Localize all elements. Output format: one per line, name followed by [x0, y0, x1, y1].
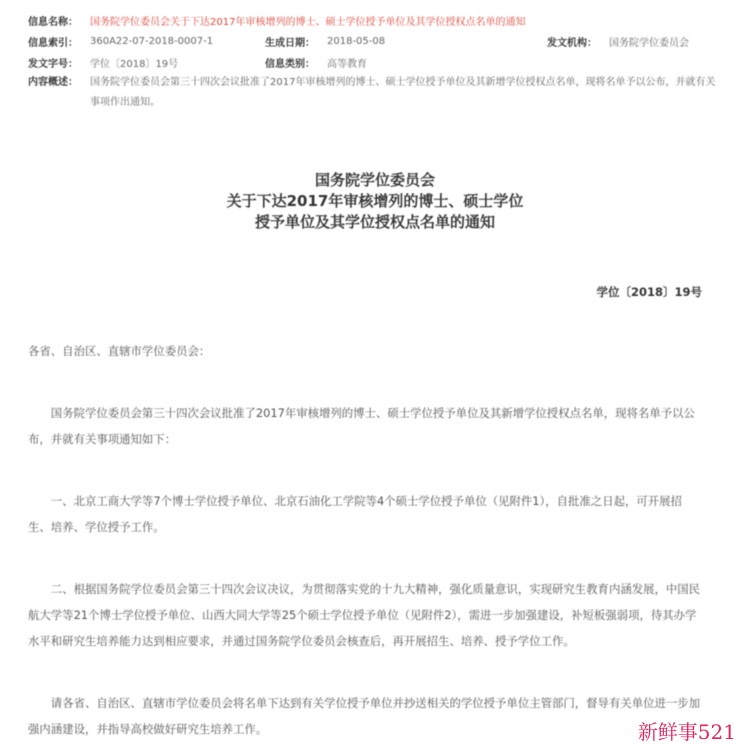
index-value: 360A22-07-2018-0007-1 — [90, 36, 214, 47]
org-label: 发文机构： — [547, 38, 597, 49]
docno-value: 学位〔2018〕19号 — [90, 59, 179, 70]
name-value: 国务院学位委员会关于下达2017年审核增列的博士、硕士学位授予单位及其学位授权点名单的通知 — [90, 17, 526, 28]
docno-label: 发文字号： — [28, 59, 78, 70]
name-label: 信息名称： — [28, 17, 78, 28]
title-line: 关于下达2017年审核增列的博士、硕士学位 — [226, 192, 524, 210]
paragraph: 国务院学位委员会第三十四次会议批准了2017年审核增列的博士、硕士学位授予单位及其新增学位授权点名单，现将名单予以公布，并就有关事项通知如下： — [28, 406, 695, 446]
document-title — [0, 170, 750, 233]
meta-row-name — [28, 10, 728, 31]
paragraph: 二、根据国务院学位委员会第三十四次会议决议，为贯彻落实党的十九大精神，强化质量意识，实现研究生教育内涵发展，中国民航大学等21个博士学位授予单位、山西大同大学等25个硕士学位授予单位（见附件2），需进一步加强建设，补短板强弱项，待其办学水平和研究生培养能力达到相应要求，并通过国务院学位委员会核查后，再开展招生、培养、授予学位工作。 — [28, 582, 701, 648]
paragraph: 一、北京工商大学等7个博士学位授予单位、北京石油化工学院等4个硕士学位授予单位（见附件1），自批准之日起，可开展招生、培养、学位授予工作。 — [28, 494, 682, 534]
document-body — [28, 338, 704, 742]
date-label: 生成日期： — [265, 38, 315, 49]
category-label: 信息类别： — [265, 59, 315, 70]
meta-row-summary — [28, 73, 728, 113]
date-value: 2018-05-08 — [327, 36, 386, 47]
title-line: 国务院学位委员会 — [314, 171, 435, 189]
document-metadata — [28, 10, 728, 113]
meta-row-index — [28, 31, 728, 52]
meta-row-docno — [28, 52, 728, 73]
document-number: 学位〔2018〕19号 — [596, 285, 702, 299]
org-value: 国务院学位委员会 — [609, 38, 689, 49]
salutation: 各省、自治区、直辖市学位委员会： — [28, 344, 211, 358]
category-value: 高等教育 — [327, 59, 367, 70]
summary-value: 国务院学位委员会第三十四次会议批准了2017年审核增列的博士、硕士学位授予单位及其新增学位授权点名单，现将名单予以公布，并就有关事项作出通知。 — [90, 77, 716, 108]
index-label: 信息索引： — [28, 38, 78, 49]
watermark: 新鲜事521 — [637, 720, 736, 744]
title-line: 授予单位及其学位授权点名单的通知 — [254, 213, 495, 231]
summary-label: 内容概述： — [28, 77, 78, 88]
paragraph: 请各省、自治区、直辖市学位委员会将名单下达到有关学位授予单位并抄送相关的学位授予单位主管部门，督导有关单位进一步加强内涵建设，并指导高校做好研究生培养工作。 — [28, 696, 701, 736]
